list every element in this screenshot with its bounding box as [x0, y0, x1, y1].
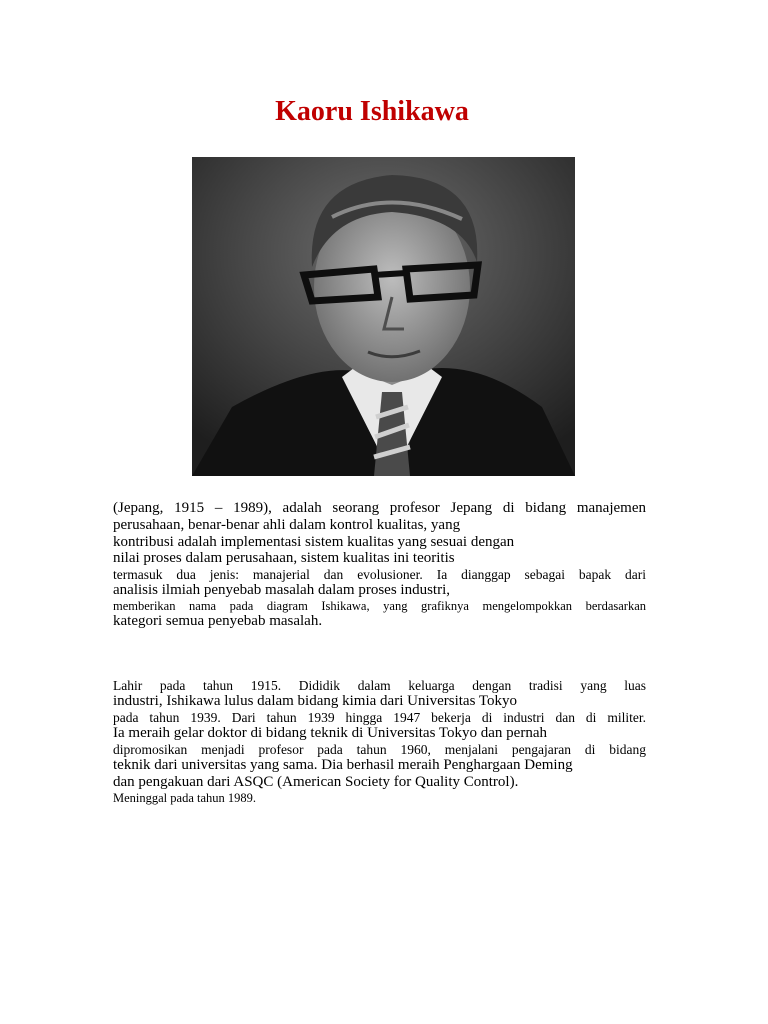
text-line: industri, Ishikawa lulus dalam bidang kimia dari Universitas Tokyo — [113, 693, 518, 710]
portrait-photo — [192, 157, 575, 476]
text-line: memberikan nama pada diagram Ishikawa, yang grafiknya mengelompokkan berdasarkan — [113, 599, 646, 614]
text-line: dan pengakuan dari ASQC (American Society for Quality Control). — [113, 773, 519, 790]
text-line: kategori semua penyebab masalah. — [113, 613, 323, 630]
text-line: Ia meraih gelar doktor di bidang teknik di Universitas Tokyo dan pernah — [113, 725, 547, 742]
portrait-image — [192, 157, 575, 476]
biography-paragraph-1 — [113, 500, 646, 630]
text-line: termasuk dua jenis: manajerial dan evolusioner. Ia dianggap sebagai bapak dari — [113, 567, 646, 583]
text-line: nilai proses dalam perusahaan, sistem kualitas ini teoritis — [113, 550, 455, 567]
page-title: Kaoru Ishikawa — [275, 96, 469, 127]
text-line: (Jepang, 1915 – 1989), adalah seorang profesor Jepang di bidang manajemen — [113, 500, 646, 516]
text-line: pada tahun 1939. Dari tahun 1939 hingga 1947 bekerja di industri dan di militer. — [113, 709, 646, 725]
text-line: teknik dari universitas yang sama. Dia berhasil meraih Penghargaan Deming — [113, 756, 573, 773]
text-line: Meninggal pada tahun 1989. — [113, 790, 257, 805]
text-line: analisis ilmiah penyebab masalah dalam proses industri, — [113, 582, 451, 599]
text-line: perusahaan, benar-benar ahli dalam kontrol kualitas, yang — [113, 516, 461, 533]
biography-paragraph-2 — [113, 678, 646, 805]
text-line: kontribusi adalah implementasi sistem kualitas yang sesuai dengan — [113, 533, 515, 550]
text-line: Lahir pada tahun 1915. Dididik dalam keluarga dengan tradisi yang luas — [113, 678, 646, 693]
text-line: dipromosikan menjadi profesor pada tahun 1960, menjalani pengajaran di bidang — [113, 741, 646, 757]
